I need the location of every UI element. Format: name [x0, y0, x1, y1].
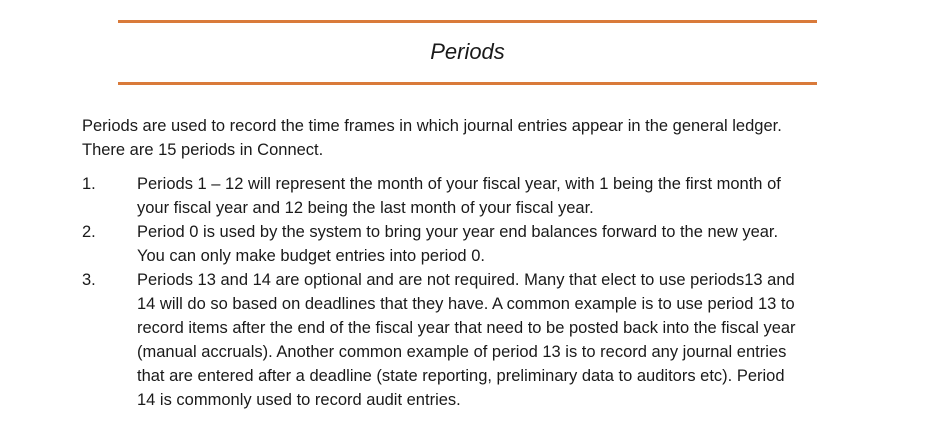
- list-item-line: 14 is commonly used to record audit entries.: [137, 391, 461, 409]
- list-item-line: (manual accruals). Another common example of period 13 is to record any journal entries: [137, 343, 787, 361]
- list-item-line: that are entered after a deadline (state reporting, preliminary data to auditors etc). Period: [137, 367, 785, 385]
- list-item-line: Period 0 is used by the system to bring your year end balances forward to the new year.: [137, 223, 779, 241]
- intro-line: Periods are used to record the time frames in which journal entries appear in the general ledger.: [82, 117, 782, 135]
- list-item-line: record items after the end of the fiscal year that need to be posted back into the fiscal year: [137, 319, 796, 337]
- list-item-line: Periods 1 – 12 will represent the month of your fiscal year, with 1 being the first month of: [137, 175, 781, 193]
- intro-paragraph: [82, 114, 902, 162]
- list-item-line: You can only make budget entries into period 0.: [137, 247, 485, 265]
- list-item-line: Periods 13 and 14 are optional and are not required. Many that elect to use periods13 and: [137, 271, 795, 289]
- top-divider: [118, 20, 817, 23]
- list-item: [82, 172, 902, 220]
- list-item-line: your fiscal year and 12 being the last month of your fiscal year.: [137, 199, 594, 217]
- list-item-number: 2.: [82, 223, 96, 241]
- list-item-number: 3.: [82, 271, 96, 289]
- list-item: [82, 268, 902, 412]
- page-title: Periods: [430, 39, 505, 64]
- list-item-number: 1.: [82, 175, 96, 193]
- intro-line: There are 15 periods in Connect.: [82, 141, 324, 159]
- list-item-line: 14 will do so based on deadlines that they have. A common example is to use period 13 to: [137, 295, 795, 313]
- list-item: [82, 220, 902, 268]
- periods-list: [82, 172, 902, 412]
- bottom-divider: [118, 82, 817, 85]
